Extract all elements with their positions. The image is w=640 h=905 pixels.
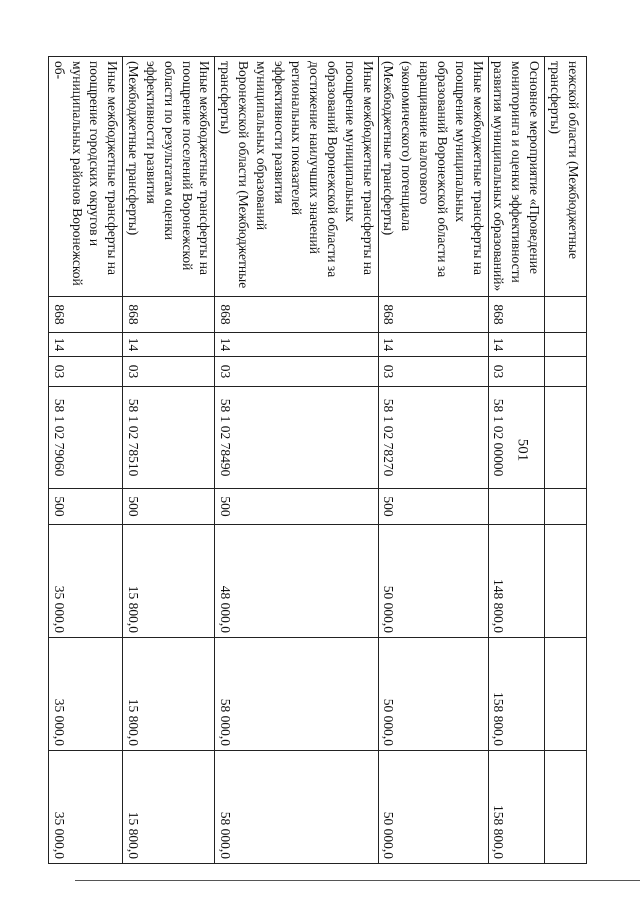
row-name: Основное мероприятие «Проведение мониторинга и оценки эффективности развития муниципальных образований»: [488, 57, 544, 297]
target-article-cell: 58 1 02 78510: [123, 387, 215, 489]
subsection-cell: 03: [378, 357, 488, 387]
target-article-cell: 58 1 02 79060: [49, 387, 123, 489]
table-row: [215, 57, 378, 864]
amount-year2-cell: 58 000,0: [215, 638, 378, 751]
section-cell: [545, 333, 587, 357]
subsection-cell: 03: [49, 357, 123, 387]
grbs-cell: 868: [49, 297, 123, 333]
row-name: Иные межбюджетные трансферты на поощрение поселений Воронежской области по результатам оценки эффективности развития (Межбюджетные трансферты): [123, 57, 215, 297]
budget-table: [48, 56, 587, 864]
section-cell: 14: [488, 333, 544, 357]
target-article-cell: 58 1 02 00000: [488, 387, 544, 489]
subsection-cell: [545, 357, 587, 387]
amount-year3-cell: 15 800,0: [123, 751, 215, 864]
amount-year3-cell: 158 800,0: [488, 751, 544, 864]
expense-type-cell: 500: [123, 489, 215, 525]
amount-year1-cell: 35 000,0: [49, 525, 123, 638]
target-article-cell: [545, 387, 587, 489]
grbs-cell: 868: [123, 297, 215, 333]
amount-year1-cell: 48 000,0: [215, 525, 378, 638]
expense-type-cell: 500: [215, 489, 378, 525]
table-row: [49, 57, 123, 864]
row-name: нежской области (Межбюджетные трансферты): [545, 57, 587, 297]
grbs-cell: [545, 297, 587, 333]
amount-year2-cell: [545, 638, 587, 751]
amount-year2-cell: 158 800,0: [488, 638, 544, 751]
amount-year1-cell: 50 000,0: [378, 525, 488, 638]
amount-year3-cell: 35 000,0: [49, 751, 123, 864]
section-cell: 14: [215, 333, 378, 357]
section-cell: 14: [123, 333, 215, 357]
subsection-cell: 03: [488, 357, 544, 387]
expense-type-cell: [545, 489, 587, 525]
grbs-cell: 868: [378, 297, 488, 333]
amount-year1-cell: 15 800,0: [123, 525, 215, 638]
grbs-cell: 868: [488, 297, 544, 333]
amount-year3-cell: 58 000,0: [215, 751, 378, 864]
row-name: Иные межбюджетные трансферты на поощрение городских округов и муниципальных районов Воронежской об-: [49, 57, 123, 297]
amount-year1-cell: [545, 525, 587, 638]
grbs-cell: 868: [215, 297, 378, 333]
table-row: [123, 57, 215, 864]
amount-year2-cell: 50 000,0: [378, 638, 488, 751]
amount-year1-cell: 148 800,0: [488, 525, 544, 638]
table-row: [378, 57, 488, 864]
expense-type-cell: 500: [378, 489, 488, 525]
row-name: Иные межбюджетные трансферты на поощрение муниципальных образований Воронежской области за достижение наилучших значений региональных показателей эффективности развития муниципальных образований Воронежской области (Межбюджетные трансферты): [215, 57, 378, 297]
table-container: [51, 56, 587, 863]
section-cell: 14: [49, 333, 123, 357]
target-article-cell: 58 1 02 78270: [378, 387, 488, 489]
target-article-cell: 58 1 02 78490: [215, 387, 378, 489]
page-number: 501: [514, 438, 531, 462]
amount-year2-cell: 15 800,0: [123, 638, 215, 751]
expense-type-cell: 500: [49, 489, 123, 525]
table-row: [488, 57, 544, 864]
expense-type-cell: [488, 489, 544, 525]
amount-year2-cell: 35 000,0: [49, 638, 123, 751]
table-row: [545, 57, 587, 864]
subsection-cell: 03: [215, 357, 378, 387]
subsection-cell: 03: [123, 357, 215, 387]
amount-year3-cell: [545, 751, 587, 864]
section-cell: 14: [378, 333, 488, 357]
amount-year3-cell: 50 000,0: [378, 751, 488, 864]
row-name: Иные межбюджетные трансферты на поощрение муниципальных образований Воронежской области за наращивание налогового (экономического) потенциала (Межбюджетные трансферты): [378, 57, 488, 297]
page-bottom-rule: [75, 880, 640, 881]
